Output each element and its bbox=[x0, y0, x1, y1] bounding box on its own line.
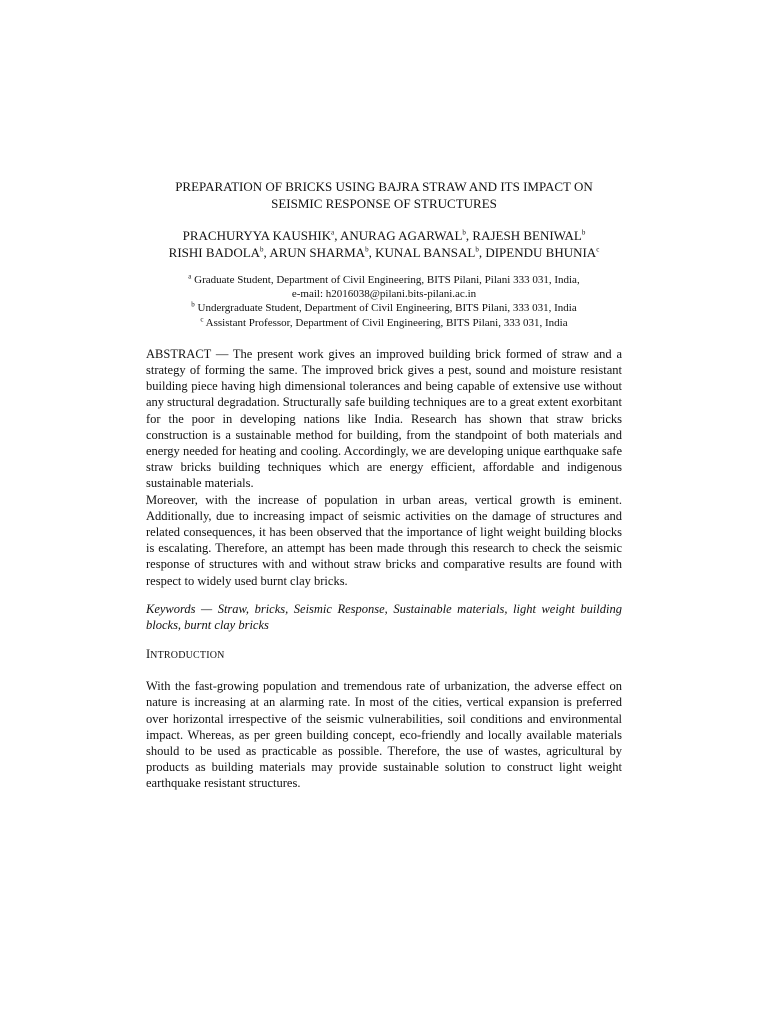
abstract-paragraph-1 bbox=[146, 346, 622, 492]
affiliation-item bbox=[146, 301, 622, 315]
author-name: RISHI BADOLA bbox=[168, 245, 261, 260]
affiliation-text: Assistant Professor, Department of Civil Engineering, BITS Pilani, 333 031, India bbox=[205, 316, 568, 329]
author-line-1: PRACHURYYA KAUSHIK$^a$, ANURAG AGARWAL$^b$, RAJESH BENIWAL$^b$ bbox=[182, 228, 586, 243]
author-line-2: RISHI BADOLA$^b$, ARUN SHARMA$^b$, KUNAL BANSAL$^b$, DIPENDU BHUNIA$^c$ bbox=[168, 245, 600, 260]
affiliation-mark: a bbox=[188, 272, 192, 281]
affiliation-item bbox=[146, 273, 622, 287]
abstract-paragraph-2: Moreover, with the increase of population in urban areas, vertical growth is eminent. Additionally, due to increasing impact of seismic activities on the damage of structures and related consequences, it has been observed that the importance of light weight building blocks is escalating. Therefore, an attempt has been made through this research to check the seismic response of structures with and without straw bricks and comparative results are found with respect to widely used burnt clay bricks. bbox=[146, 492, 622, 588]
title-line-2: SEISMIC RESPONSE OF STRUCTURES bbox=[271, 196, 497, 211]
keywords-paragraph bbox=[146, 601, 622, 633]
keywords-text: Straw, bricks, Seismic Response, Sustainable materials, light weight building blocks, burnt clay bricks bbox=[146, 601, 622, 633]
affiliation-item bbox=[146, 316, 622, 330]
affiliation-mark: c bbox=[200, 314, 204, 323]
introduction-paragraph-1: With the fast-growing population and tremendous rate of urbanization, the adverse effect on nature is increasing at an alarming rate. In most of the cities, vertical expansion is preferred over horizontal irrespective of the seismic vulnerabilities, soil conditions and environmental impact. Whereas, as per green building concept, eco-friendly and locally available materials should to be used as practicable as possible. Therefore, the use of wastes, agricultural by products as building materials may provide sustainable solution to construct light weight earthquake resistant structures. bbox=[146, 679, 622, 791]
abstract-section bbox=[146, 346, 622, 589]
affiliation-mark: b bbox=[191, 300, 195, 309]
author-mark: b bbox=[475, 245, 479, 254]
author-name: ANURAG AGARWAL bbox=[340, 228, 463, 243]
keywords-label: Keywords — bbox=[146, 601, 218, 616]
affiliation-item bbox=[146, 287, 622, 301]
author-name: KUNAL BANSAL bbox=[375, 245, 476, 260]
paper-page bbox=[146, 178, 622, 792]
affiliation-text: Graduate Student, Department of Civil Engineering, BITS Pilani, Pilani 333 031, India, bbox=[194, 274, 580, 286]
affiliation-list bbox=[146, 273, 622, 330]
affiliation-email: e-mail: h2016038@pilani.bits-pilani.ac.in bbox=[291, 288, 477, 301]
author-mark: b bbox=[260, 245, 264, 254]
affiliation-text: Undergraduate Student, Department of Civil Engineering, BITS Pilani, 333 031, India bbox=[197, 302, 577, 315]
author-mark: b bbox=[462, 228, 466, 237]
paper-title bbox=[146, 178, 622, 212]
author-list bbox=[146, 227, 622, 261]
author-mark: b bbox=[581, 228, 586, 237]
author-name: PRACHURYYA KAUSHIK bbox=[182, 228, 332, 243]
introduction-section bbox=[146, 678, 622, 791]
author-name: ARUN SHARMA bbox=[269, 245, 366, 260]
abstract-label: ABSTRACT — bbox=[146, 346, 233, 361]
author-mark: a bbox=[331, 228, 335, 237]
heading-initial: I bbox=[146, 647, 151, 662]
author-name: RAJESH BENIWAL bbox=[472, 228, 582, 243]
introduction-heading bbox=[146, 646, 622, 664]
abstract-text: The present work gives an improved building brick formed of straw and a strategy of forming the same. The improved brick gives a pest, sound and moisture resistant building piece having high dimensional tolerances and being capable of extensive use without any structural degradation. Structurally safe building techniques are to a great extent exorbitant for the poor in developing nations like India. Research has shown that straw bricks construction is a sustainable method for building, from the standpoint of both materials and energy needed for heating and cooling. Accordingly, we are developing unique earthquake safe straw bricks building techniques which are energy efficient, affordable and indigenous sustainable materials. bbox=[146, 346, 623, 491]
author-mark: b bbox=[365, 245, 369, 254]
author-mark: c bbox=[596, 245, 600, 254]
author-name: DIPENDU BHUNIA bbox=[485, 245, 597, 260]
keywords-section bbox=[146, 601, 622, 633]
title-line-1: PREPARATION OF BRICKS USING BAJRA STRAW AND ITS IMPACT ON bbox=[175, 179, 593, 194]
heading-rest: NTRODUCTION bbox=[150, 650, 225, 662]
